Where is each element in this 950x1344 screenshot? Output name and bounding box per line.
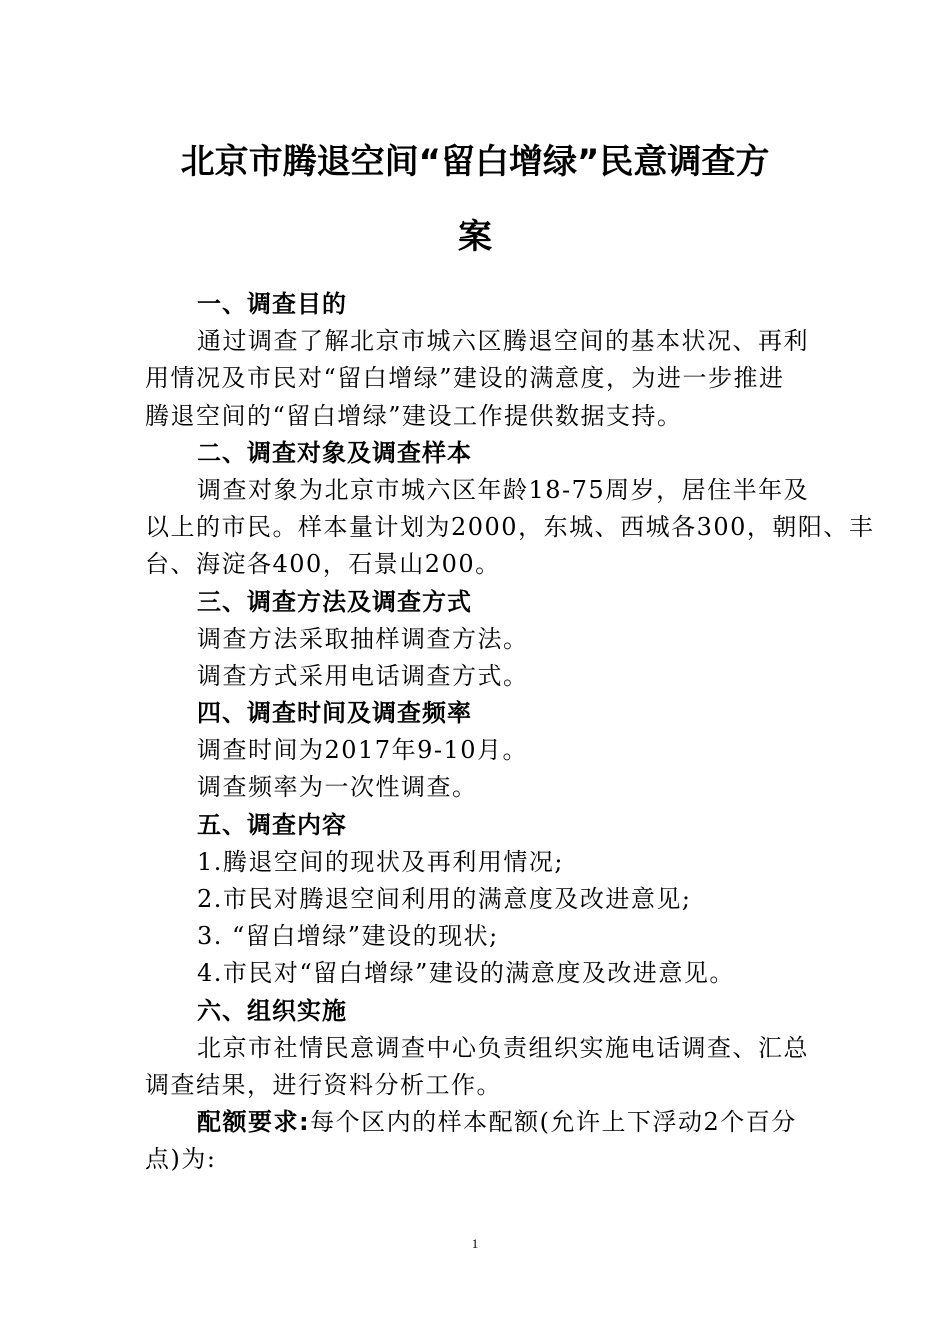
document-title-line-1: 北京市腾退空间“留白增绿”民意调查方	[180, 142, 770, 182]
paragraph-line: 以上的市民。样本量计划为2000，东城、西城各300，朝阳、丰	[145, 513, 875, 542]
paragraph-line: 调查结果，进行资料分析工作。	[145, 1070, 502, 1099]
paragraph-line: 通过调查了解北京市城六区腾退空间的基本状况、再利	[197, 327, 809, 356]
paragraph-line: 点)为:	[145, 1145, 217, 1174]
paragraph-line: 调查时间为2017年9-10月。	[197, 736, 528, 765]
section-heading-implementation: 六、组织实施	[197, 996, 347, 1025]
page-number: 1	[471, 1236, 479, 1251]
document-body	[145, 286, 875, 1179]
list-item: 1.腾退空间的现状及再利用情况;	[197, 847, 564, 876]
section-heading-purpose: 一、调查目的	[197, 290, 347, 318]
list-item: 4.市民对“留白增绿”建设的满意度及改进意见。	[197, 959, 735, 988]
section-heading-subjects: 二、调查对象及调查样本	[197, 438, 472, 467]
document-title-line-2: 案	[458, 217, 492, 257]
list-item: 3. “留白增绿”建设的现状;	[197, 922, 499, 951]
paragraph-line: 调查方式采用电话调查方式。	[197, 661, 529, 690]
quota-text: 每个区内的样本配额(允许上下浮动2个百分	[310, 1108, 797, 1137]
paragraph-line: 调查对象为北京市城六区年龄18-75周岁，居住半年及	[197, 475, 810, 504]
paragraph-line: 台、海淀各400，石景山200。	[145, 550, 501, 579]
paragraph-line: 北京市社情民意调查中心负责组织实施电话调查、汇总	[197, 1033, 809, 1062]
paragraph-line: 用情况及市民对“留白增绿”建设的满意度，为进一步推进	[145, 364, 785, 393]
section-heading-schedule: 四、调查时间及调查频率	[197, 699, 472, 728]
quota-label: 配额要求:	[197, 1108, 311, 1137]
section-heading-content: 五、调查内容	[197, 810, 347, 839]
quota-paragraph	[145, 1104, 805, 1141]
paragraph-line: 调查方法采取抽样调查方法。	[197, 624, 529, 653]
paragraph-line: 调查频率为一次性调查。	[197, 773, 478, 802]
paragraph-line: 腾退空间的“留白增绿”建设工作提供数据支持。	[145, 401, 683, 430]
section-heading-method: 三、调查方法及调查方式	[197, 587, 472, 616]
list-item: 2.市民对腾退空间利用的满意度及改进意见;	[197, 885, 692, 913]
